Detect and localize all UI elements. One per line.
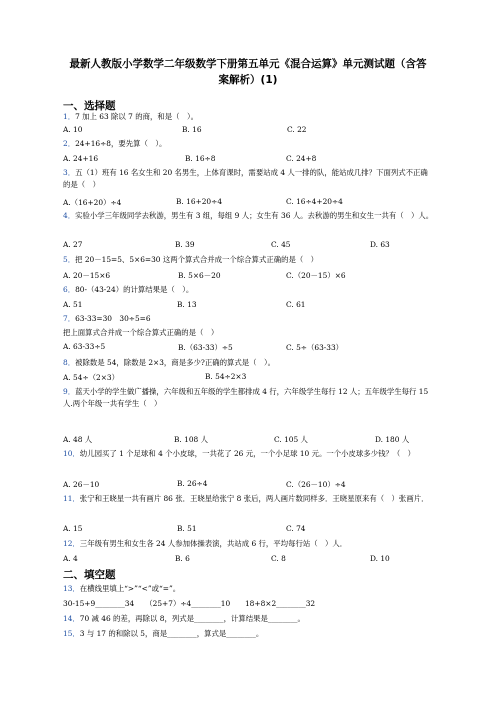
option-c: C. 105 人	[274, 435, 308, 444]
question-7	[63, 313, 435, 325]
option-a: A. 26－10	[63, 480, 100, 489]
question-6	[63, 284, 435, 296]
option-b: B. 13	[177, 300, 197, 309]
option-a: A.（16+20）÷4	[63, 198, 122, 207]
question-text: 把 20－15=5、5×6=30 这两个算式合并成一个综合算式正确的是（ ）	[75, 255, 319, 264]
title-line-1: 最新人教版小学数学二年级数学下册第五单元《混合运算》单元测试题（含答	[69, 58, 427, 70]
question-8	[63, 357, 435, 369]
option-a: A. 54÷（2×3）	[63, 373, 120, 382]
question-number: 14．	[63, 614, 80, 623]
question-14	[63, 613, 435, 625]
option-b: B. 16	[182, 125, 202, 134]
question-number: 6．	[63, 285, 76, 294]
question-number: 1．	[63, 112, 76, 121]
question-7-subtext: 把上面算式合并成一个综合算式正确的是（ ）	[63, 328, 219, 337]
question-text: 张宁和王晓星一共有画片 86 张．王晓星给张宁 8 张后，两人画片数同样多．王晓星原来有（ ）张画片．	[79, 494, 429, 503]
question-number: 7．	[63, 314, 76, 323]
question-number: 11．	[63, 494, 80, 503]
option-b: B. 51	[177, 524, 197, 533]
option-b: B. 6	[175, 554, 190, 563]
option-a: A. 24+16	[63, 154, 99, 163]
question-number: 13．	[63, 584, 80, 593]
title-line-2: 案解析）(1)	[218, 74, 278, 86]
option-b: B. 16+20÷4	[176, 197, 223, 206]
question-text: 五（1）班有 16 名女生和 20 名男生，上体育课时，需要站成 4 人一排的队，能站成几排？下面列式不正确的是（ ）	[63, 168, 428, 189]
option-c: C. 74	[286, 524, 306, 533]
option-c: C. 24+8	[286, 154, 317, 163]
option-b: B. 26÷4	[177, 479, 208, 488]
question-13-subtext: 30-15+9________34 （25+7）÷4________10 18+8×2________32	[63, 599, 316, 608]
option-c: C.（20－15）×6	[286, 271, 346, 280]
option-c: C. 61	[286, 300, 306, 309]
option-a: A. 27	[63, 240, 83, 249]
question-text: 被除数是 54，除数是 2×3，商是多少?正确的算式是（ ）。	[75, 358, 276, 367]
option-d: D. 63	[370, 240, 390, 249]
question-text: 24+16÷8，要先算（ ）。	[75, 139, 167, 148]
option-b: B. 16÷8	[185, 154, 216, 163]
option-b: B. 108 人	[174, 435, 208, 444]
question-2	[63, 138, 435, 150]
question-text: 3 与 17 的和除以 5，商是________，算式是________。	[79, 629, 264, 638]
question-number: 8．	[63, 358, 76, 367]
option-c: C. 5÷（63-33）	[286, 343, 344, 352]
question-text: 蓝天小学的学生做广播操，六年级和五年级的学生都排成 4 行，六年级学生每行 12 人；五年级学生每行 15 人.两个年级一共有学生（ ）	[63, 387, 429, 408]
option-a: A. 51	[63, 300, 83, 309]
section-fill-heading: 二、填空题	[63, 569, 116, 581]
option-c: C.（26－10）÷4	[286, 480, 346, 489]
question-number: 5．	[63, 255, 76, 264]
question-text: 80-（43-24）的计算结果是（ ）。	[75, 285, 194, 294]
question-number: 4．	[63, 211, 76, 220]
question-1	[63, 111, 435, 123]
option-d: D. 180 人	[375, 435, 410, 444]
question-10	[63, 448, 435, 474]
question-5	[63, 254, 435, 266]
question-text: 实验小学三年级同学去秋游，男生有 3 组，每组 9 人；女生有 36 人。去秋游的男生和女生一共有（ ）人。	[75, 211, 434, 220]
question-text: 70 减 46 的差，再除以 8，列式是________，计算结果是________。	[79, 614, 305, 623]
question-3	[63, 167, 435, 193]
question-number: 15．	[63, 629, 80, 638]
question-text: 幼儿园买了 1 个足球和 4 个小皮球，一共花了 26 元，一个小足球 10 元。一个小皮球多少钱？（ ）	[79, 449, 416, 458]
option-b: B. 54÷2×3	[205, 372, 247, 381]
question-text: 7 加上 63 除以 7 的商，和是（ ）。	[75, 112, 199, 121]
question-number: 3．	[63, 168, 76, 177]
option-b: B.（63-33）÷5	[178, 343, 233, 352]
question-15	[63, 628, 435, 640]
question-text: 63-33=30 30÷5=6	[75, 314, 151, 323]
question-12	[63, 538, 435, 550]
question-text: 在横线里填上“>”“<”或“=”。	[79, 584, 181, 593]
document-title	[60, 56, 436, 88]
option-a: A. 15	[63, 524, 83, 533]
option-c: C. 8	[271, 554, 286, 563]
option-c: C. 16÷4+20÷4	[286, 197, 343, 206]
option-a: A. 4	[63, 554, 78, 563]
section-choice-heading: 一、选择题	[63, 100, 116, 112]
question-number: 10．	[63, 449, 80, 458]
option-a: A. 10	[63, 125, 83, 134]
option-d: D. 10	[370, 554, 390, 563]
option-a: A. 48 人	[63, 435, 93, 444]
question-13	[63, 583, 435, 595]
question-text: 三年级有男生和女生各 24 人参加体操表演，共站成 6 行，平均每行站（ ）人．	[79, 539, 348, 548]
question-number: 12．	[63, 539, 80, 548]
option-b: B. 39	[175, 240, 195, 249]
question-11	[63, 493, 435, 519]
option-a: A. 63-33÷5	[63, 342, 106, 351]
question-number: 9．	[63, 387, 76, 396]
question-number: 2．	[63, 139, 76, 148]
question-9	[63, 386, 435, 412]
option-b: B. 5×6－20	[178, 271, 221, 280]
option-c: C. 22	[287, 125, 307, 134]
option-c: C. 45	[271, 240, 291, 249]
option-a: A. 20－15×6	[63, 271, 111, 280]
question-4	[63, 210, 435, 236]
